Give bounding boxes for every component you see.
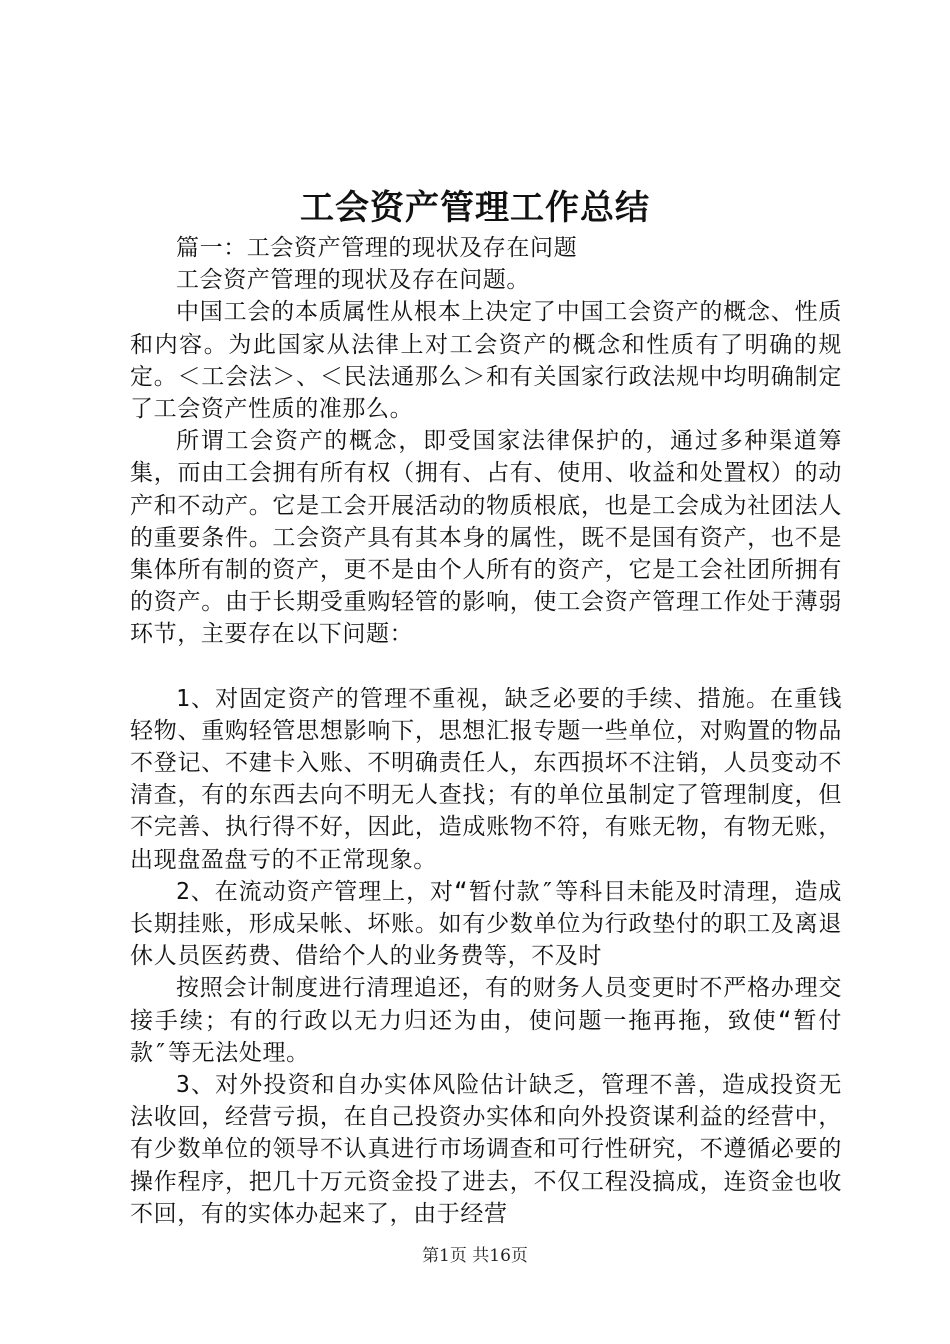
body-paragraph: 中国工会的本质属性从根本上决定了中国工会资产的概念、性质和内容。为此国家从法律上对工会资产的概念和性质有了明确的规定。＜工会法＞、＜民法通那么＞和有关国家行政法规中均明确制定了工会资产性质的准那么。 [130, 299, 842, 423]
body-paragraph: 按照会计制度进行清理追还，有的财务人员变更时不严格办理交接手续；有的行政以无力归还为由，使问题一拖再拖，致使“暂付款″等无法处理。 [130, 975, 842, 1066]
body-paragraph: 1、对固定资产的管理不重视，缺乏必要的手续、措施。在重钱轻物、重购轻管思想影响下，思想汇报专题一些单位，对购置的物品不登记、不建卡入账、不明确责任人，东西损坏不注销，人员变动不清查，有的东西去向不明无人查找；有的单位虽制定了管理制度，但不完善、执行得不好，因此，造成账物不符，有账无物，有物无账，出现盘盈盘亏的不正常现象。 [130, 685, 842, 873]
body-paragraph: 所谓工会资产的概念，即受国家法律保护的，通过多种渠道筹集，而由工会拥有所有权（拥有、占有、使用、收益和处置权）的动产和不动产。它是工会开展活动的物质根底，也是工会成为社团法人的重要条件。工会资产具有其本身的属性，既不是国有资产，也不是集体所有制的资产，更不是由个人所有的资产，它是工会社团所拥有的资产。由于长期受重购轻管的影响，使工会资产管理工作处于薄弱环节，主要存在以下问题： [130, 428, 842, 648]
document-title: 工会资产管理工作总结 [300, 188, 650, 228]
body-paragraph: 3、对外投资和自办实体风险估计缺乏，管理不善，造成投资无法收回，经营亏损，在自己投资办实体和向外投资谋利益的经营中，有少数单位的领导不认真进行市场调查和可行性研究，不遵循必要的操作程序，把几十万元资金投了进去，不仅工程没搞成，连资金也收不回，有的实体办起来了，由于经营 [130, 1072, 842, 1227]
section-subheading: 工会资产管理的现状及存在问题。 [176, 267, 530, 294]
body-paragraph: 2、在流动资产管理上，对“暂付款″等科目未能及时清理，造成长期挂账，形成呆帐、坏账。如有少数单位为行政垫付的职工及离退休人员医药费、借给个人的业务费等，不及时 [130, 878, 842, 970]
page-number-footer: 第1页 共16页 [422, 1246, 528, 1266]
section-heading: 篇一：工会资产管理的现状及存在问题 [176, 235, 578, 261]
document-body [130, 232, 842, 1230]
